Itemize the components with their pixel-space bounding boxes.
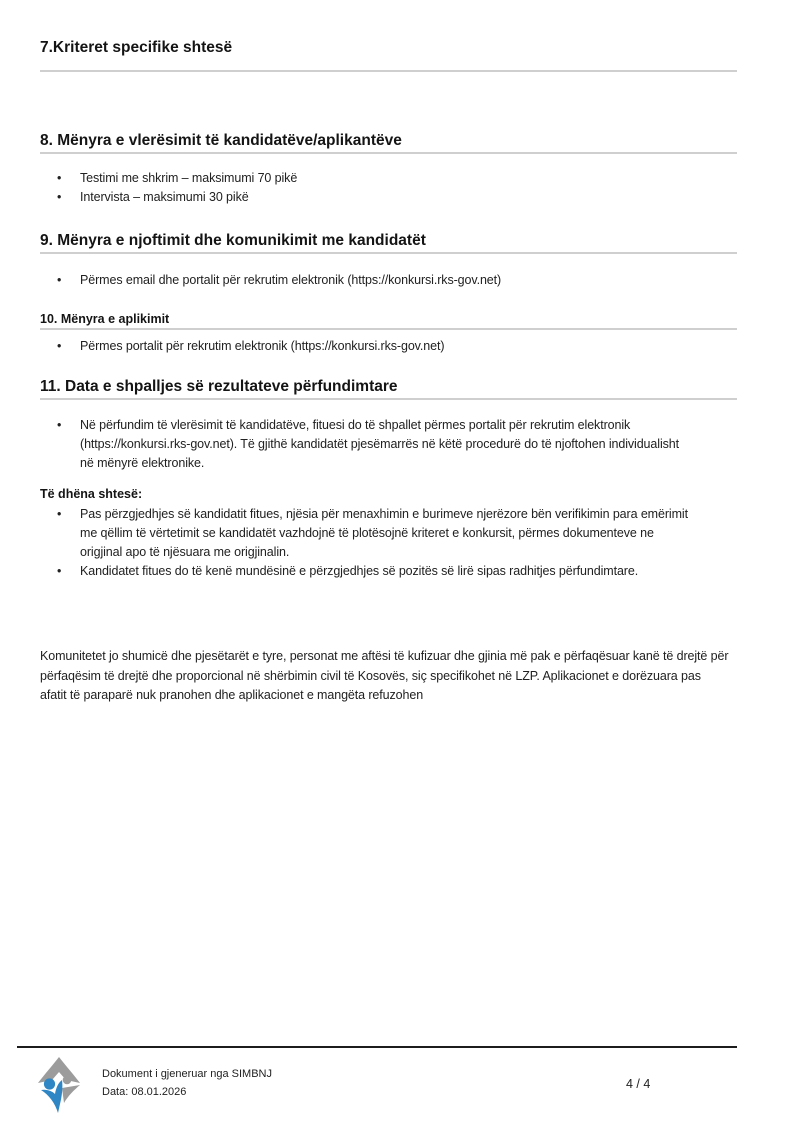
list-item	[40, 188, 737, 207]
page-number: 4 / 4	[626, 1077, 651, 1091]
footer-date-label: Data: 08.01.2026	[102, 1085, 187, 1098]
section-9-list	[40, 271, 737, 290]
section-9-title: 9. Mënyra e njoftimit dhe komunikimit me kandidatët	[40, 232, 426, 249]
list-item-text: Përmes portalit për rekrutim elektronik (https://konkursi.rks-gov.net)	[80, 339, 445, 353]
section-8-title: 8. Mënyra e vlerësimit të kandidatëve/aplikantëve	[40, 132, 402, 149]
section-7-rule	[40, 70, 737, 72]
bullet-icon: •	[57, 171, 62, 185]
closing-paragraph: Komunitetet jo shumicë dhe pjesëtarët e tyre, personat me aftësi të kufizuar dhe gjinia më pak e përfaqësuar kanë të drejtë për përfaqësim të drejtë dhe proporcional në shërbimin civil të Kosovës, siç specifikohet në LZP. Aplikacionet e dorëzuara pas afatit të paraparë nuk pranohen dhe aplikacionet e mangëta refuzohen	[40, 649, 729, 702]
bullet-icon: •	[57, 507, 62, 521]
section-8-list	[40, 169, 737, 207]
footer-generated-label: Dokument i gjeneruar nga SIMBNJ	[102, 1068, 272, 1080]
list-item-text: Përmes email dhe portalit për rekrutim elektronik (https://konkursi.rks-gov.net)	[80, 273, 502, 287]
footer-divider	[17, 1046, 737, 1048]
footer-info	[102, 1066, 272, 1101]
bullet-icon: •	[57, 418, 62, 432]
section-10-title: 10. Mënyra e aplikimit	[40, 312, 170, 326]
additional-info-title: Të dhëna shtesë:	[40, 487, 143, 501]
section-11-title: 11. Data e shpalljes së rezultateve përfundimtare	[40, 378, 398, 395]
section-9-rule	[40, 252, 737, 254]
list-item	[40, 416, 737, 473]
section-10-list	[40, 337, 737, 356]
document-content	[40, 38, 737, 706]
list-item-text: Kandidatet fitues do të kenë mundësinë e përzgjedhjes së pozitës së lirë sipas radhitjes përfundimtare.	[80, 564, 639, 578]
bullet-icon: •	[57, 190, 62, 204]
section-8-rule	[40, 152, 737, 154]
section-11-rule	[40, 398, 737, 400]
section-11-list	[40, 416, 737, 473]
list-item	[40, 169, 737, 188]
section-7-title: 7.Kriteret specifike shtesë	[40, 39, 233, 56]
section-10-rule	[40, 328, 737, 330]
bullet-icon: •	[57, 339, 62, 353]
list-item	[40, 271, 737, 290]
list-item	[40, 562, 737, 581]
simbnj-logo-icon	[36, 1056, 82, 1114]
list-item	[40, 337, 737, 356]
bullet-icon: •	[57, 564, 62, 578]
list-item	[40, 505, 737, 562]
list-item-text: Në përfundim të vlerësimit të kandidatëve, fituesi do të shpallet përmes portalit për rekrutim elektronik (https://konkursi.rks-gov.net). Të gjithë kandidatët pjesëmarrës në këtë procedurë do të njoftohen individualisht në mënyrë elektronike.	[80, 418, 679, 470]
list-item-text: Intervista – maksimumi 30 pikë	[80, 190, 249, 204]
list-item-text: Testimi me shkrim – maksimumi 70 pikë	[80, 171, 298, 185]
list-item-text: Pas përzgjedhjes së kandidatit fitues, njësia për menaxhimin e burimeve njerëzore bën verifikimin para emërimit me qëllim të vërtetimit se kandidatët vazhdojnë të plotësojnë kriteret e konkursit, përmes dokumenteve ne origjinal apo të njësuara me origjinalin.	[80, 507, 688, 559]
bullet-icon: •	[57, 273, 62, 287]
additional-info-list	[40, 505, 737, 581]
